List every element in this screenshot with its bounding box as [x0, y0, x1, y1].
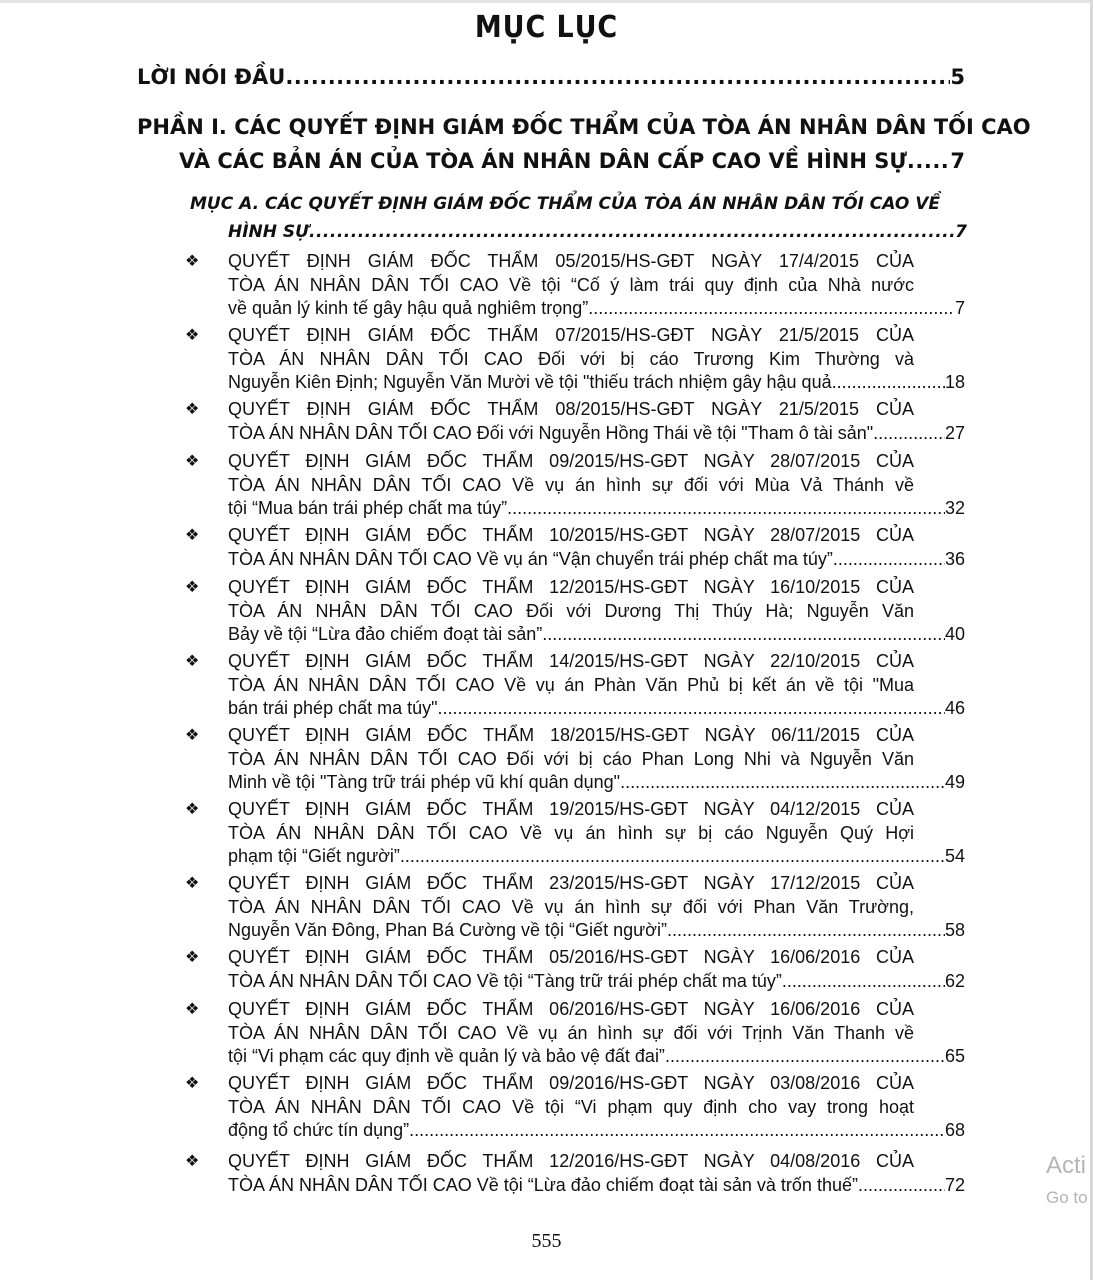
toc-entry-line: QUYẾT ĐỊNH GIÁM ĐỐC THẨM 06/2016/HS-GĐT NGÀY 16/06/2016 CỦA: [228, 999, 914, 1019]
diamond-bullet-icon: ❖: [185, 401, 200, 418]
toc-entry-line: QUYẾT ĐỊNH GIÁM ĐỐC THẨM 08/2015/HS-GĐT NGÀY 21/5/2015 CỦA: [228, 399, 914, 419]
toc-entry-line: QUYẾT ĐỊNH GIÁM ĐỐC THẨM 12/2016/HS-GĐT NGÀY 04/08/2016 CỦA: [228, 1151, 914, 1171]
toc-entry[interactable]: [185, 724, 965, 795]
toc-entry[interactable]: [185, 1150, 965, 1197]
toc-entry-page: 49: [944, 772, 965, 792]
toc-entry[interactable]: [185, 250, 965, 321]
toc-entry-line: QUYẾT ĐỊNH GIÁM ĐỐC THẨM 09/2016/HS-GĐT NGÀY 03/08/2016 CỦA: [228, 1073, 914, 1093]
toc-entry-line: QUYẾT ĐỊNH GIÁM ĐỐC THẨM 10/2015/HS-GĐT NGÀY 28/07/2015 CỦA: [228, 525, 914, 545]
toc-preface-label: LỜI NÓI ĐẦU: [137, 65, 286, 89]
toc-entry-line: QUYẾT ĐỊNH GIÁM ĐỐC THẨM 05/2016/HS-GĐT NGÀY 16/06/2016 CỦA: [228, 947, 914, 967]
diamond-bullet-icon: ❖: [185, 453, 200, 470]
diamond-bullet-icon: ❖: [185, 1075, 200, 1092]
toc-entry-last-line: Minh về tội "Tàng trữ trái phép vũ khí quân dụng": [228, 772, 621, 792]
toc-entry-page: 65: [944, 1046, 965, 1066]
toc-entry-line: QUYẾT ĐỊNH GIÁM ĐỐC THẨM 19/2015/HS-GĐT NGÀY 04/12/2015 CỦA: [228, 799, 914, 819]
diamond-bullet-icon: ❖: [185, 653, 200, 670]
toc-entry-line: TÒA ÁN NHÂN DÂN TỐI CAO Về vụ án hình sự đối với Trịnh Văn Thanh về: [228, 1022, 914, 1043]
toc-entry-line: TÒA ÁN NHÂN DÂN TỐI CAO Về vụ án Phàn Văn Phủ bị kết án về tội "Mua: [228, 674, 914, 695]
toc-entry-page: 62: [944, 970, 965, 991]
toc-dot-leader: [542, 623, 945, 647]
toc-entry-last-line: phạm tội “Giết người”: [228, 846, 400, 866]
top-border: [0, 0, 1093, 3]
toc-dot-leader: [309, 218, 955, 246]
toc-entry-last-line: TÒA ÁN NHÂN DÂN TỐI CAO Về tội “Tàng trữ trái phép chất ma túy”: [228, 970, 782, 991]
toc-entry-page: 72: [944, 1174, 965, 1195]
toc-entry[interactable]: [185, 524, 965, 571]
toc-entry-page: 18: [944, 372, 965, 392]
toc-entry[interactable]: [185, 398, 965, 445]
toc-entry[interactable]: [185, 1072, 965, 1143]
toc-entry-line: TÒA ÁN NHÂN DÂN TỐI CAO Về vụ án hình sự đối với Mùa Vả Thánh về: [228, 474, 914, 495]
toc-dot-leader: [665, 1045, 945, 1069]
toc-entry-last-line: Nguyễn Kiên Định; Nguyễn Văn Mười về tội "thiếu trách nhiệm gây hậu quả: [228, 372, 832, 392]
toc-entry-line: QUYẾT ĐỊNH GIÁM ĐỐC THẨM 05/2015/HS-GĐT NGÀY 17/4/2015 CỦA: [228, 251, 914, 271]
toc-entry[interactable]: [185, 798, 965, 869]
toc-entry-line: TÒA ÁN NHÂN DÂN TỐI CAO Đối với bị cáo Trương Kim Thường và: [228, 348, 914, 369]
toc-section-a[interactable]: [190, 190, 967, 246]
toc-entry-page: 36: [944, 548, 965, 569]
toc-dot-leader: [873, 422, 945, 446]
diamond-bullet-icon: ❖: [185, 1153, 200, 1170]
toc-section-a-page: 7: [955, 222, 967, 242]
diamond-bullet-icon: ❖: [185, 253, 200, 270]
toc-entry-last-line: bán trái phép chất ma túy": [228, 698, 438, 718]
toc-entry[interactable]: [185, 324, 965, 395]
toc-dot-leader: [400, 845, 945, 869]
toc-entry-last-line: tội “Vi phạm các quy định về quản lý và bảo vệ đất đai”: [228, 1046, 665, 1066]
page-title: MỤC LỤC: [474, 10, 619, 45]
toc-part1-page: 7: [950, 149, 965, 173]
toc-entry-line: QUYẾT ĐỊNH GIÁM ĐỐC THẨM 14/2015/HS-GĐT NGÀY 22/10/2015 CỦA: [228, 651, 914, 671]
toc-entry-last-line: TÒA ÁN NHÂN DÂN TỐI CAO Về tội “Lừa đảo chiếm đoạt tài sản và trốn thuế”: [228, 1174, 858, 1195]
toc-entry-page: 68: [944, 1120, 965, 1140]
toc-dot-leader: [832, 371, 945, 395]
toc-dot-leader: [285, 60, 950, 94]
toc-entry-last-line: TÒA ÁN NHÂN DÂN TỐI CAO Về vụ án “Vận chuyển trái phép chất ma túy”: [228, 548, 833, 569]
toc-entry[interactable]: [185, 998, 965, 1069]
toc-part1-line1: PHẦN I. CÁC QUYẾT ĐỊNH GIÁM ĐỐC THẨM CỦA TÒA ÁN NHÂN DÂN TỐI CAO: [137, 115, 1031, 139]
diamond-bullet-icon: ❖: [185, 949, 200, 966]
page-number: 555: [531, 1230, 562, 1252]
toc-dot-leader: [588, 297, 955, 321]
toc-section-a-line1: MỤC A. CÁC QUYẾT ĐỊNH GIÁM ĐỐC THẨM CỦA TÒA ÁN NHÂN DÂN TỐI CAO VỀ: [190, 194, 941, 214]
toc-entry-page: 7: [954, 298, 965, 318]
toc-entry-page: 32: [944, 498, 965, 518]
toc-entry[interactable]: [185, 576, 965, 647]
diamond-bullet-icon: ❖: [185, 875, 200, 892]
activation-watermark-line1: Acti: [1046, 1152, 1087, 1179]
toc-preface[interactable]: [137, 60, 965, 94]
toc-dot-leader: [438, 697, 945, 721]
toc-entry-last-line: động tổ chức tín dụng”: [228, 1120, 410, 1140]
toc-entry-page: 27: [944, 422, 965, 443]
toc-entry-line: TÒA ÁN NHÂN DÂN TỐI CAO Về vụ án hình sự bị cáo Nguyễn Quý Hợi: [228, 822, 914, 843]
toc-entry[interactable]: [185, 872, 965, 943]
toc-entry-page: 46: [944, 698, 965, 718]
diamond-bullet-icon: ❖: [185, 727, 200, 744]
toc-entry-line: QUYẾT ĐỊNH GIÁM ĐỐC THẨM 12/2015/HS-GĐT NGÀY 16/10/2015 CỦA: [228, 577, 914, 597]
toc-part1-line2: VÀ CÁC BẢN ÁN CỦA TÒA ÁN NHÂN DÂN CẤP CAO VỀ HÌNH SỰ: [179, 149, 907, 173]
toc-entry[interactable]: [185, 450, 965, 521]
toc-dot-leader: [833, 548, 945, 572]
diamond-bullet-icon: ❖: [185, 527, 200, 544]
diamond-bullet-icon: ❖: [185, 579, 200, 596]
toc-entry-line: TÒA ÁN NHÂN DÂN TỐI CAO Về tội “Vi phạm quy định cho vay trong hoạt: [228, 1096, 914, 1117]
toc-entry-page: 40: [944, 624, 965, 644]
toc-entry-line: TÒA ÁN NHÂN DÂN TỐI CAO Về vụ án hình sự đối với Phan Văn Trường,: [228, 896, 914, 917]
toc-entry-last-line: Nguyễn Văn Đông, Phan Bá Cường về tội “Giết người”: [228, 920, 667, 940]
toc-dot-leader: [507, 497, 945, 521]
toc-entry-line: QUYẾT ĐỊNH GIÁM ĐỐC THẨM 18/2015/HS-GĐT NGÀY 06/11/2015 CỦA: [228, 725, 914, 745]
toc-entry[interactable]: [185, 650, 965, 721]
toc-entry-last-line: tội “Mua bán trái phép chất ma túy”: [228, 498, 508, 518]
toc-entry-last-line: Bảy về tội “Lừa đảo chiếm đoạt tài sản”: [228, 624, 543, 644]
toc-entry-last-line: về quản lý kinh tế gây hậu quả nghiêm trọng”: [228, 298, 589, 318]
toc-entry-line: TÒA ÁN NHÂN DÂN TỐI CAO Về tội “Cố ý làm trái quy định của Nhà nước: [228, 274, 914, 295]
diamond-bullet-icon: ❖: [185, 801, 200, 818]
toc-entry-line: TÒA ÁN NHÂN DÂN TỐI CAO Đối với Dương Thị Thúy Hà; Nguyễn Văn: [228, 600, 914, 621]
toc-dot-leader: [620, 771, 945, 795]
toc-entry[interactable]: [185, 946, 965, 993]
toc-entry-page: 54: [944, 846, 965, 866]
toc-dot-leader: [782, 970, 945, 994]
toc-entry-line: QUYẾT ĐỊNH GIÁM ĐỐC THẨM 23/2015/HS-GĐT NGÀY 17/12/2015 CỦA: [228, 873, 914, 893]
toc-entry-line: QUYẾT ĐỊNH GIÁM ĐỐC THẨM 07/2015/HS-GĐT NGÀY 21/5/2015 CỦA: [228, 325, 914, 345]
activation-watermark-line2: Go to: [1046, 1188, 1088, 1207]
toc-entry-line: QUYẾT ĐỊNH GIÁM ĐỐC THẨM 09/2015/HS-GĐT NGÀY 28/07/2015 CỦA: [228, 451, 914, 471]
toc-part1[interactable]: [137, 110, 1031, 178]
toc-dot-leader: [409, 1119, 945, 1143]
diamond-bullet-icon: ❖: [185, 327, 200, 344]
toc-dot-leader: [858, 1174, 945, 1198]
toc-entry-page: 58: [944, 920, 965, 940]
toc-entry-last-line: TÒA ÁN NHÂN DÂN TỐI CAO Đối với Nguyễn Hồng Thái về tội "Tham ô tài sản": [228, 422, 874, 443]
diamond-bullet-icon: ❖: [185, 1001, 200, 1018]
toc-dot-leader: [667, 919, 945, 943]
toc-section-a-line2: HÌNH SỰ: [228, 222, 309, 242]
toc-entry-line: TÒA ÁN NHÂN DÂN TỐI CAO Đối với bị cáo Phan Long Nhi và Nguyễn Văn: [228, 748, 914, 769]
toc-preface-page: 5: [950, 65, 965, 89]
toc-dot-leader: [907, 144, 950, 178]
